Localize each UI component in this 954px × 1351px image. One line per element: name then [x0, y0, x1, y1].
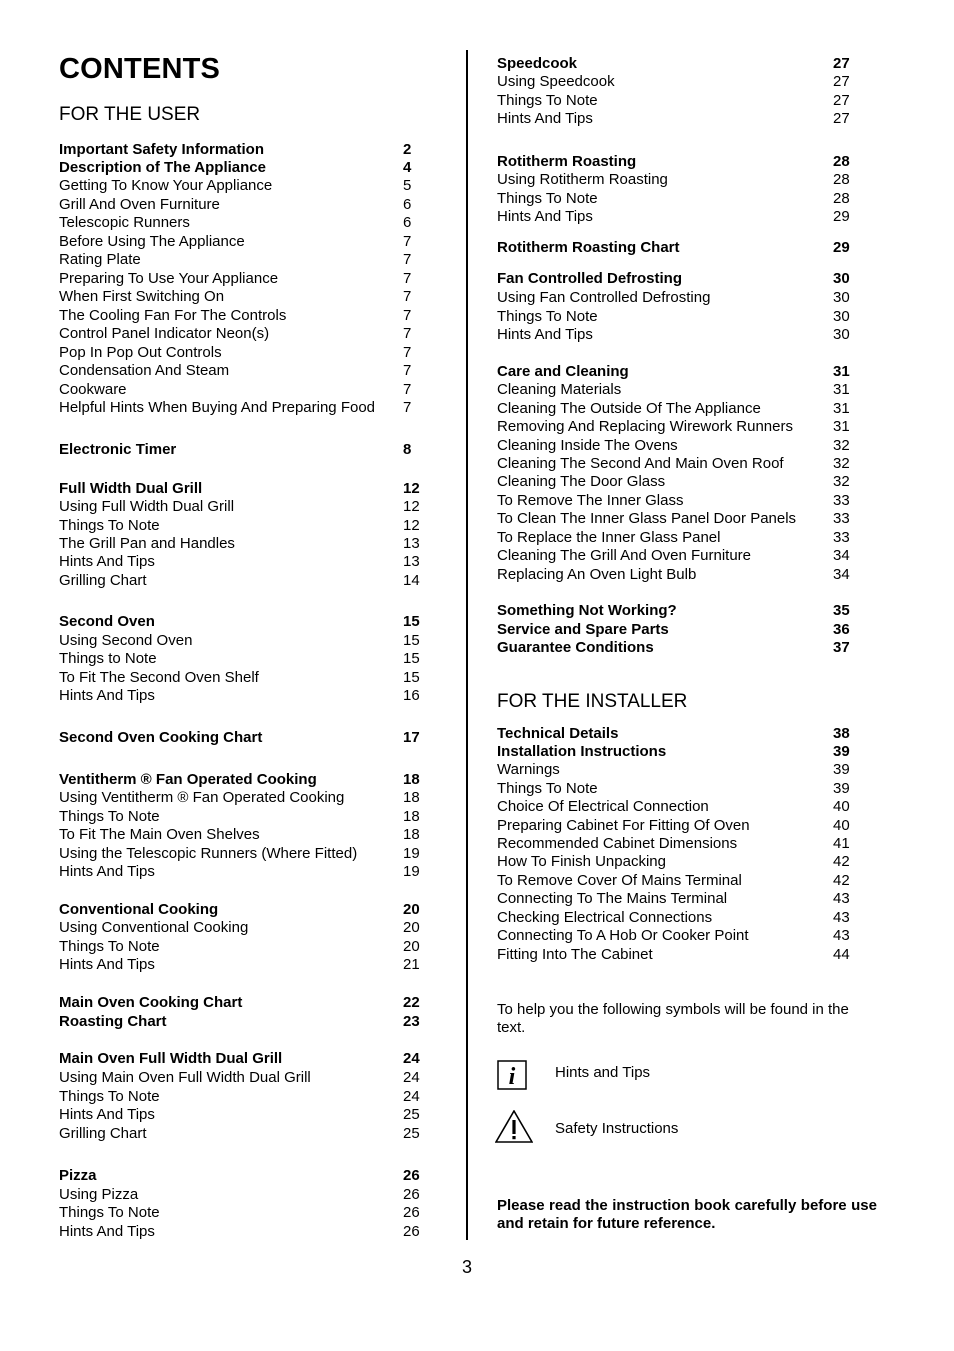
- toc-entry-page: 12: [403, 517, 420, 534]
- toc-entry-page: 12: [403, 498, 420, 515]
- toc-entry-page: 39: [833, 743, 850, 760]
- toc-entry-page: 12: [403, 480, 420, 497]
- toc-entry-title: Ventitherm ® Fan Operated Cooking: [59, 771, 317, 788]
- toc-entry-title: Rotitherm Roasting: [497, 153, 637, 170]
- toc-entry-title: Telescopic Runners: [59, 214, 190, 231]
- toc-entry-title: Things To Note: [59, 517, 160, 534]
- read-instructions-notice: Please read the instruction book carefully before use and retain for future reference.: [497, 1197, 877, 1232]
- toc-entry-page: 40: [833, 798, 850, 815]
- toc-entry-page: 20: [403, 919, 420, 936]
- toc-entry-title: Roasting Chart: [59, 1013, 167, 1030]
- toc-entry-title: Cleaning The Grill And Oven Furniture: [497, 547, 752, 564]
- toc-entry-page: 32: [833, 473, 850, 490]
- toc-entry-title: Cleaning The Outside Of The Appliance: [497, 400, 761, 417]
- toc-entry-title: Grilling Chart: [59, 1125, 147, 1142]
- toc-entry-title: Hints And Tips: [497, 110, 593, 127]
- toc-entry-page: 43: [833, 927, 850, 944]
- toc-entry-page: 14: [403, 572, 420, 589]
- toc-entry-title: Hints And Tips: [497, 326, 593, 343]
- toc-entry-title: Using Conventional Cooking: [59, 919, 249, 936]
- toc-entry-page: 18: [403, 771, 420, 788]
- toc-entry-page: 31: [833, 381, 850, 398]
- toc-entry-title: Removing And Replacing Wirework Runners: [497, 418, 793, 435]
- toc-entry-title: Using Pizza: [59, 1186, 139, 1203]
- toc-entry-page: 8: [403, 441, 412, 458]
- toc-entry-page: 22: [403, 994, 420, 1011]
- toc-entry-title: Control Panel Indicator Neon(s): [59, 325, 270, 342]
- toc-entry-title: Condensation And Steam: [59, 362, 230, 379]
- toc-entry-page: 37: [833, 639, 850, 656]
- toc-entry-title: How To Finish Unpacking: [497, 853, 666, 870]
- toc-entry-title: Technical Details: [497, 725, 619, 742]
- toc-entry-page: 17: [403, 729, 420, 746]
- toc-entry-page: 31: [833, 363, 850, 380]
- toc-entry-title: Hints And Tips: [59, 1106, 155, 1123]
- toc-entry-page: 19: [403, 863, 420, 880]
- toc-entry-page: 42: [833, 872, 850, 889]
- toc-entry-page: 26: [403, 1167, 420, 1184]
- toc-entry-page: 4: [403, 159, 412, 176]
- hints-and-tips-label: Hints and Tips: [555, 1064, 651, 1081]
- toc-entry-title: Cookware: [59, 381, 127, 398]
- toc-entry-title: Conventional Cooking: [59, 901, 219, 918]
- toc-entry-title: Care and Cleaning: [497, 363, 629, 380]
- toc-entry-title: Replacing An Oven Light Bulb: [497, 566, 697, 583]
- toc-entry-page: 30: [833, 270, 850, 287]
- toc-entry-page: 34: [833, 566, 850, 583]
- toc-entry-page: 27: [833, 110, 850, 127]
- toc-entry-title: Grilling Chart: [59, 572, 147, 589]
- toc-entry-title: Main Oven Cooking Chart: [59, 994, 243, 1011]
- toc-entry-page: 26: [403, 1186, 420, 1203]
- toc-entry-page: 40: [833, 817, 850, 834]
- toc-entry-title: To Remove The Inner Glass: [497, 492, 684, 509]
- toc-entry-title: Grill And Oven Furniture: [59, 196, 220, 213]
- toc-entry-title: Speedcook: [497, 55, 578, 72]
- toc-entry-title: Hints And Tips: [497, 208, 593, 225]
- toc-entry-title: To Remove Cover Of Mains Terminal: [497, 872, 742, 889]
- toc-entry-page: 15: [403, 632, 420, 649]
- toc-entry-title: To Fit The Main Oven Shelves: [59, 826, 260, 843]
- toc-entry-title: Something Not Working?: [497, 602, 677, 619]
- toc-entry-title: Connecting To A Hob Or Cooker Point: [497, 927, 749, 944]
- toc-entry-page: 43: [833, 909, 850, 926]
- toc-entry-page: 43: [833, 890, 850, 907]
- toc-entry-title: Full Width Dual Grill: [59, 480, 203, 497]
- toc-entry-page: 7: [403, 399, 412, 416]
- toc-entry-title: Fitting Into The Cabinet: [497, 946, 653, 963]
- toc-entry-page: 28: [833, 153, 850, 170]
- toc-entry-title: Things To Note: [497, 190, 598, 207]
- toc-entry-page: 28: [833, 171, 850, 188]
- toc-entry-page: 26: [403, 1204, 420, 1221]
- toc-entry-page: 31: [833, 400, 850, 417]
- toc-entry-title: Installation Instructions: [497, 743, 667, 760]
- toc-entry-title: Hints And Tips: [59, 956, 155, 973]
- toc-entry-page: 7: [403, 307, 412, 324]
- toc-entry-title: Electronic Timer: [59, 441, 177, 458]
- toc-entry-page: 19: [403, 845, 420, 862]
- toc-entry-page: 18: [403, 808, 420, 825]
- toc-entry-title: Using the Telescopic Runners (Where Fitted): [59, 845, 358, 862]
- toc-entry-title: Hints And Tips: [59, 687, 155, 704]
- toc-entry-title: Hints And Tips: [59, 553, 155, 570]
- toc-entry-page: 39: [833, 761, 850, 778]
- toc-entry-title: Helpful Hints When Buying And Preparing Food: [59, 399, 376, 416]
- toc-entry-title: Cleaning The Door Glass: [497, 473, 666, 490]
- toc-entry-page: 25: [403, 1125, 420, 1142]
- toc-entry-page: 32: [833, 437, 850, 454]
- toc-entry-title: Pop In Pop Out Controls: [59, 344, 222, 361]
- toc-entry-title: Using Fan Controlled Defrosting: [497, 289, 711, 306]
- toc-entry-title: Using Speedcook: [497, 73, 615, 90]
- toc-entry-title: Cleaning The Second And Main Oven Roof: [497, 455, 784, 472]
- toc-entry-page: 44: [833, 946, 850, 963]
- toc-entry-page: 6: [403, 196, 412, 213]
- toc-entry-page: 7: [403, 251, 412, 268]
- toc-entry-title: Hints And Tips: [59, 863, 155, 880]
- toc-entry-page: 27: [833, 92, 850, 109]
- toc-entry-title: Using Ventitherm ® Fan Operated Cooking: [59, 789, 345, 806]
- toc-entry-title: Hints And Tips: [59, 1223, 155, 1240]
- toc-entry-page: 7: [403, 344, 412, 361]
- toc-entry-title: Using Full Width Dual Grill: [59, 498, 235, 515]
- toc-entry-title: Things To Note: [59, 938, 160, 955]
- toc-entry-page: 18: [403, 789, 420, 806]
- toc-entry-page: 5: [403, 177, 412, 194]
- toc-entry-title: Using Second Oven: [59, 632, 193, 649]
- toc-entry-page: 7: [403, 362, 412, 379]
- toc-entry-page: 2: [403, 141, 412, 158]
- toc-entry-title: Preparing To Use Your Appliance: [59, 270, 279, 287]
- toc-entry-page: 20: [403, 901, 420, 918]
- toc-entry-page: 26: [403, 1223, 420, 1240]
- toc-entry-title: Using Rotitherm Roasting: [497, 171, 668, 188]
- toc-entry-title: Connecting To The Mains Terminal: [497, 890, 728, 907]
- toc-entry-title: Pizza: [59, 1167, 97, 1184]
- toc-entry-page: 33: [833, 510, 850, 527]
- toc-entry-page: 41: [833, 835, 850, 852]
- toc-entry-page: 38: [833, 725, 850, 742]
- installer-section-heading: FOR THE INSTALLER: [497, 691, 688, 712]
- toc-entry-title: Warnings: [497, 761, 560, 778]
- toc-entry-page: 33: [833, 529, 850, 546]
- toc-entry-page: 7: [403, 381, 412, 398]
- toc-entry-page: 18: [403, 826, 420, 843]
- toc-entry-page: 7: [403, 325, 412, 342]
- toc-entry-page: 24: [403, 1088, 420, 1105]
- user-section-heading: FOR THE USER: [59, 104, 201, 125]
- toc-entry-page: 25: [403, 1106, 420, 1123]
- toc-entry-page: 27: [833, 55, 850, 72]
- toc-entry-page: 23: [403, 1013, 420, 1030]
- toc-entry-page: 30: [833, 289, 850, 306]
- toc-entry-title: Rotitherm Roasting Chart: [497, 239, 680, 256]
- toc-entry-title: To Fit The Second Oven Shelf: [59, 669, 259, 686]
- toc-entry-page: 32: [833, 455, 850, 472]
- toc-entry-page: 15: [403, 650, 420, 667]
- toc-entry-page: 13: [403, 535, 420, 552]
- toc-entry-title: Description of The Appliance: [59, 159, 266, 176]
- toc-entry-page: 20: [403, 938, 420, 955]
- toc-entry-page: 29: [833, 208, 850, 225]
- toc-entry-title: The Grill Pan and Handles: [59, 535, 235, 552]
- toc-entry-title: Important Safety Information: [59, 141, 265, 158]
- toc-entry-title: When First Switching On: [59, 288, 225, 305]
- toc-entry-title: Checking Electrical Connections: [497, 909, 713, 926]
- toc-entry-page: 7: [403, 233, 412, 250]
- toc-entry-page: 30: [833, 326, 850, 343]
- toc-entry-title: To Clean The Inner Glass Panel Door Panels: [497, 510, 797, 527]
- toc-entry-title: Things To Note: [59, 1088, 160, 1105]
- toc-entry-title: Things To Note: [497, 308, 598, 325]
- toc-entry-title: Main Oven Full Width Dual Grill: [59, 1050, 283, 1067]
- toc-entry-title: Things to Note: [59, 650, 157, 667]
- symbols-intro: To help you the following symbols will be found in the text.: [497, 1001, 849, 1036]
- toc-entry-page: 34: [833, 547, 850, 564]
- toc-entry-page: 6: [403, 214, 412, 231]
- toc-entry-page: 35: [833, 602, 850, 619]
- toc-entry-title: The Cooling Fan For The Controls: [59, 307, 287, 324]
- toc-entry-title: Things To Note: [497, 92, 598, 109]
- column-divider: [466, 50, 468, 1240]
- toc-entry-title: Getting To Know Your Appliance: [59, 177, 273, 194]
- toc-entry-title: Using Main Oven Full Width Dual Grill: [59, 1069, 311, 1086]
- toc-entry-page: 7: [403, 288, 412, 305]
- info-icon: [497, 1060, 527, 1090]
- toc-entry-page: 13: [403, 553, 420, 570]
- toc-entry-page: 29: [833, 239, 850, 256]
- toc-entry-title: Preparing Cabinet For Fitting Of Oven: [497, 817, 750, 834]
- toc-entry-page: 28: [833, 190, 850, 207]
- toc-entry-page: 36: [833, 621, 850, 638]
- toc-entry-title: Second Oven: [59, 613, 155, 630]
- toc-entry-title: Choice Of Electrical Connection: [497, 798, 709, 815]
- warning-icon: [495, 1110, 533, 1143]
- toc-entry-title: Guarantee Conditions: [497, 639, 654, 656]
- toc-entry-page: 24: [403, 1050, 420, 1067]
- toc-entry-page: 24: [403, 1069, 420, 1086]
- toc-entry-title: Before Using The Appliance: [59, 233, 245, 250]
- page-title: CONTENTS: [59, 53, 221, 85]
- toc-entry-page: 30: [833, 308, 850, 325]
- toc-entry-title: To Replace the Inner Glass Panel: [497, 529, 721, 546]
- toc-entry-title: Fan Controlled Defrosting: [497, 270, 682, 287]
- toc-entry-page: 15: [403, 669, 420, 686]
- page-number: 3: [462, 1257, 473, 1277]
- toc-entry-title: Cleaning Materials: [497, 381, 622, 398]
- toc-entry-title: Rating Plate: [59, 251, 141, 268]
- toc-entry-page: 16: [403, 687, 420, 704]
- toc-entry-page: 33: [833, 492, 850, 509]
- toc-entry-title: Things To Note: [59, 1204, 160, 1221]
- toc-entry-page: 42: [833, 853, 850, 870]
- safety-instructions-label: Safety Instructions: [555, 1120, 679, 1137]
- toc-entry-page: 7: [403, 270, 412, 287]
- toc-entry-page: 31: [833, 418, 850, 435]
- toc-entry-title: Things To Note: [497, 780, 598, 797]
- toc-entry-title: Things To Note: [59, 808, 160, 825]
- toc-entry-title: Second Oven Cooking Chart: [59, 729, 263, 746]
- toc-entry-title: Recommended Cabinet Dimensions: [497, 835, 738, 852]
- toc-entry-page: 39: [833, 780, 850, 797]
- toc-entry-page: 15: [403, 613, 420, 630]
- toc-entry-title: Cleaning Inside The Ovens: [497, 437, 678, 454]
- toc-entry-page: 27: [833, 73, 850, 90]
- toc-entry-title: Service and Spare Parts: [497, 621, 669, 638]
- toc-entry-page: 21: [403, 956, 420, 973]
- svg-text:i: i: [508, 1064, 516, 1090]
